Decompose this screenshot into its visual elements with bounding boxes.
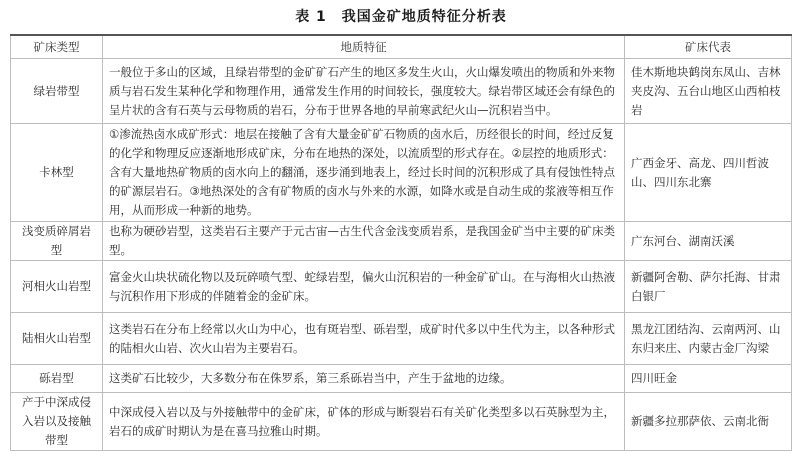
header-representative: 矿床代表: [625, 35, 792, 59]
gold-deposit-table: [10, 34, 792, 451]
feature-cell: 这类矿石比较少，大多数分布在侏罗系，第三系砾岩当中，产生于盆地的边缘。: [103, 365, 625, 393]
feature-cell: 也称为硬砂岩型，这类岩石主要产于元古宙—古生代含金浅变质岩系，是我国金矿当中主要的矿床类型。: [103, 222, 625, 261]
table-header-row: [11, 35, 792, 59]
feature-cell: 这类岩石在分布上经常以火山为中心，也有斑岩型、砾岩型，成矿时代多以中生代为主，以各种形式的陆相火山岩、次火山岩为主要岩石。: [103, 313, 625, 365]
feature-cell: 一般位于多山的区域，且绿岩带型的金矿矿石产生的地区多发生火山，火山爆发喷出的物质和外来物质与岩石发生某种化学和物理作用，通常发生作用的时间较长，强度较大。绿岩带区域还会有绿色的呈片状的含有石英与云母物质的岩石，分布于世界各地的早前寒武纪火山—沉积岩当中。: [103, 59, 625, 124]
representative-cell: 广西金牙、高龙、四川哲波山、四川东北寨: [625, 124, 792, 222]
representative-cell: 四川旺金: [625, 365, 792, 393]
feature-cell: ①渗流热卤水成矿形式：地层在接触了含有大量金矿矿石物质的卤水后，历经很长的时间，经过反复的化学和物理反应逐渐地形成矿床，分布在地热的深处，以流质型的形式存在。②层控的地质形式：含有大量地热矿物质的卤水向上的翻涌，逐步涌到地表上，经过长时间的沉积形成了具有侵蚀性特点的矿源层岩石。③地热深处的含有矿物质的卤水与外来的水源，如降水或是自动生成的浆液等相互作用，从而形成一种新的地势。: [103, 124, 625, 222]
table-row: [11, 365, 792, 393]
table-row: [11, 313, 792, 365]
table-row: [11, 222, 792, 261]
deposit-type-cell: 绿岩带型: [11, 59, 103, 124]
table-row: [11, 59, 792, 124]
deposit-type-cell: 河相火山岩型: [11, 261, 103, 313]
table-row: [11, 124, 792, 222]
header-deposit-type: 矿床类型: [11, 35, 103, 59]
feature-cell: 中深成侵入岩以及与外接触带中的金矿床，矿体的形成与断裂岩石有关矿化类型多以石英脉型为主，岩石的成矿时期认为是在喜马拉雅山时期。: [103, 393, 625, 451]
representative-cell: 新疆阿舍勒、萨尔托海、甘肃白银厂: [625, 261, 792, 313]
deposit-type-cell: 浅变质碎屑岩型: [11, 222, 103, 261]
table-row: [11, 261, 792, 313]
representative-cell: 佳木斯地块鹤岗东凤山、吉林夹皮沟、五台山地区山西柏枝岩: [625, 59, 792, 124]
representative-cell: 新疆多拉那萨依、云南北衙: [625, 393, 792, 451]
deposit-type-cell: 产于中深成侵入岩以及接触带型: [11, 393, 103, 451]
representative-cell: 广东河台、湖南沃溪: [625, 222, 792, 261]
feature-cell: 富金火山块状硫化物以及玩碎喷气型、蛇绿岩型，偏火山沉积岩的一种金矿矿山。在与海相火山热液与沉积作用下形成的伴随着金的金矿床。: [103, 261, 625, 313]
table-caption: 表 1 我国金矿地质特征分析表: [295, 9, 507, 25]
representative-cell: 黑龙江团结沟、云南两河、山东归来庄、内蒙古金厂沟梁: [625, 313, 792, 365]
deposit-type-cell: 卡林型: [11, 124, 103, 222]
table-row: [11, 393, 792, 451]
header-geologic-feature: 地质特征: [103, 35, 625, 59]
deposit-type-cell: 砾岩型: [11, 365, 103, 393]
deposit-type-cell: 陆相火山岩型: [11, 313, 103, 365]
